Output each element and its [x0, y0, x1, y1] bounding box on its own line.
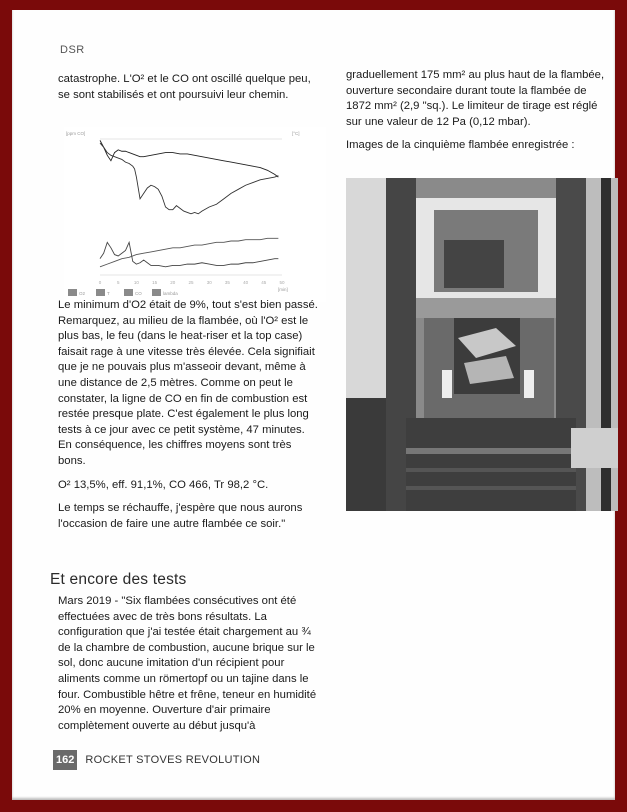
- paragraph: Le temps se réchauffe, j'espère que nous aurons l'occasion de faire une autre flambée ce soir.": [58, 502, 303, 530]
- x-tick-label: 35: [224, 280, 230, 285]
- x-tick-label: 5: [116, 280, 120, 285]
- x-tick-label: 30: [206, 280, 212, 285]
- x-tick-label: 45: [261, 280, 267, 285]
- combustion-chart: [64, 127, 326, 302]
- section-heading: Et encore des tests: [50, 571, 187, 588]
- paragraph: O² 13,5%, eff. 91,1%, CO 466, Tr 98,2 °C.: [58, 478, 269, 491]
- left-column-top: [58, 72, 320, 111]
- legend-swatch: [124, 289, 133, 296]
- y-axis-label-left: [ppm CO]: [66, 131, 86, 136]
- x-tick-label: 40: [243, 280, 249, 285]
- legend-label: CO: [135, 291, 142, 296]
- legend-label: T: [107, 291, 110, 296]
- legend-swatch: [68, 289, 77, 296]
- stove-photo: [346, 178, 618, 511]
- book-page: [12, 10, 615, 800]
- chart-background: [64, 127, 326, 302]
- x-tick-label: 15: [152, 280, 158, 285]
- paragraph: Images de la cinquième flambée enregistrée :: [346, 139, 575, 152]
- right-column: [346, 68, 608, 162]
- legend-label: lambda: [163, 291, 178, 296]
- x-tick-label: 20: [170, 280, 176, 285]
- paragraph: Mars 2019 - "Six flambées consécutives ont été effectuées avec de très bons résultats. La configuration que j'ai testée était chargement au ¾ de la chambre de combustion, aucune brique sur le sol, donc aucune imitation d'un récipient pour aliments comme un römertopf ou un tajine dans le four. Combustible hêtre et frêne, teneur en humidité 20% en moyenne. Ouverture d'air primaire complètement ouverte au début jusqu'à: [58, 595, 317, 732]
- legend-label: O2: [79, 291, 86, 296]
- paragraph: catastrophe. L'O² et le CO ont oscillé quelque peu, se sont stabilisés et ont poursuivi leur chemin.: [58, 73, 311, 101]
- legend-swatch: [152, 289, 161, 296]
- book-title: ROCKET STOVES REVOLUTION: [85, 754, 261, 766]
- x-axis-label: [min]: [278, 287, 288, 292]
- left-column-bottom: [58, 594, 320, 742]
- x-tick-label: 25: [188, 280, 194, 285]
- left-column-middle: [58, 298, 320, 540]
- paragraph: graduellement 175 mm² au plus haut de la flambée, ouverture secondaire durant toute la flambée de 1872 mm² (2,9 "sq.). Le limiteur de tirage est réglé sur une valeur de 12 Pa (0,12 mbar).: [346, 69, 605, 128]
- page-footer: [53, 750, 260, 770]
- running-head: DSR: [60, 44, 85, 56]
- paragraph: Le minimum d'O2 était de 9%, tout s'est bien passé. Remarquez, au milieu de la flambée, où l'O² est le plus bas, le feu (dans le heat-riser et la top case) faisait rage à une vitesse très élevée. Cela signifiait que je ne pouvais plus m'asseoir devant, même à une distance de 2,5 mètres. Comme on peut le constater, la ligne de CO en fin de combustion est restée presque plate. C'est également le plus long tests à ce jour avec ce petit système, 47 minutes. En conséquence, les chiffres moyens sont très bons.: [58, 299, 318, 467]
- y-axis-label-right: [°C]: [292, 131, 300, 136]
- page-number: 162: [53, 750, 77, 770]
- x-tick-label: 0: [98, 280, 102, 285]
- legend-swatch: [96, 289, 105, 296]
- x-tick-label: 50: [279, 280, 285, 285]
- x-tick-label: 10: [133, 280, 139, 285]
